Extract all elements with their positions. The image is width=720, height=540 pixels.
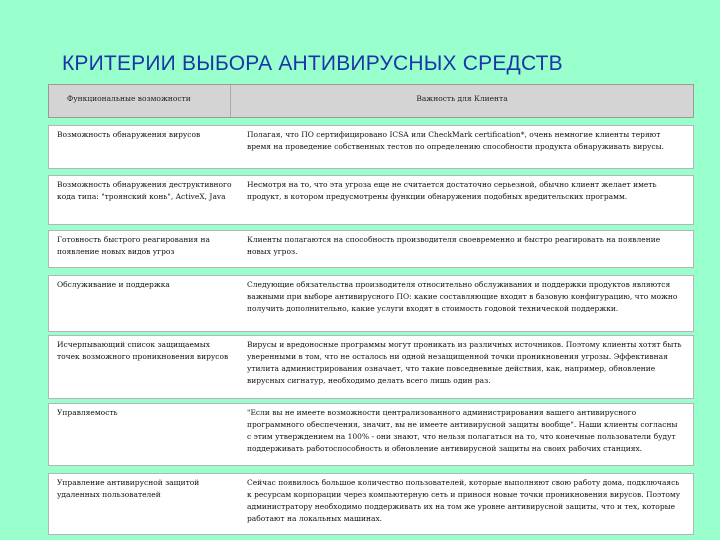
importance-cell: Несмотря на то, что эта угроза еще не считается достаточно серьезной, обычно клиент желает иметь продукт, в котором предусмотрены функции обнаружения подобных вредительских программ. (247, 180, 657, 201)
table-header-row (48, 84, 694, 118)
feature-cell: Управляемость (57, 408, 118, 417)
table-row (48, 230, 694, 268)
feature-cell: Обслуживание и поддержка (57, 280, 170, 289)
importance-cell: Клиенты полагаются на способность производителя своевременно и быстро реагировать на появление новых угроз. (247, 235, 661, 256)
feature-cell: Возможность обнаружения деструктивного кода типа: "троянский конь", ActiveX, Java (57, 180, 232, 201)
table-row (48, 175, 694, 225)
importance-cell: Полагая, что ПО сертифицировано ICSA или CheckMark certification*, очень немногие клиенты теряют время на проведение собственных тестов по определению способности продукта обнаруживать вирусы. (247, 130, 664, 151)
table-row (48, 473, 694, 535)
table-row (48, 403, 694, 466)
header-features: Функциональные возможности (49, 85, 231, 117)
importance-cell: Сейчас появилось большое количество пользователей, которые выполняют свою работу дома, подключаясь к ресурсам корпорации через компьютерную сеть и принося новые точки проникновения вирусов. Поэтому администратору необходимо поддерживать их на том же уровне антивирусной защиты, что и тех, которые работают на локальных машинах. (247, 478, 681, 523)
feature-cell: Готовность быстрого реагирования на появление новых видов угроз (57, 235, 210, 256)
feature-cell: Управление антивирусной защитой удаленных пользователей (57, 478, 200, 499)
table-row (48, 275, 694, 332)
importance-cell: "Если вы не имеете возможности централизованного администрирования вашего антивирусного программного обеспечения, значит, вы не имеете антивирусной защиты вообще". Наши клиенты согласны с этим утверждением на 100% - они знают, что нельзя полагаться на то, что конечные пользователи будут поддерживать работоспособность и обновление антивирусной защиты на своих рабочих станциях. (247, 408, 678, 453)
header-importance: Важность для Клиента (416, 94, 508, 103)
feature-cell: Исчерпывающий список защищаемых точек возможного проникновения вирусов (57, 340, 229, 361)
table-row (48, 125, 694, 169)
table-row (48, 335, 694, 399)
importance-cell: Следующие обязательства производителя относительно обслуживания и поддержки продуктов являются важными при выборе антивирусного ПО: какие составляющие входят в базовую конфигурацию, что можно получить дополнительно, какие услуги входят в стоимость годовой технической поддержки. (247, 280, 678, 313)
importance-cell: Вирусы и вредоносные программы могут проникать из различных источников. Поэтому клиенты хотят быть уверенными в том, что не осталось ни одной незащищенной точки проникновения угрозы. Эффективная утилита администрирования означает, что такие повседневные действия, как, например, обновление вирусных сигнатур, необходимо делать всего лишь один раз. (247, 340, 682, 385)
feature-cell: Возможность обнаружения вирусов (57, 130, 201, 139)
page-title: КРИТЕРИИ ВЫБОРА АНТИВИРУСНЫХ СРЕДСТВ (62, 52, 563, 75)
